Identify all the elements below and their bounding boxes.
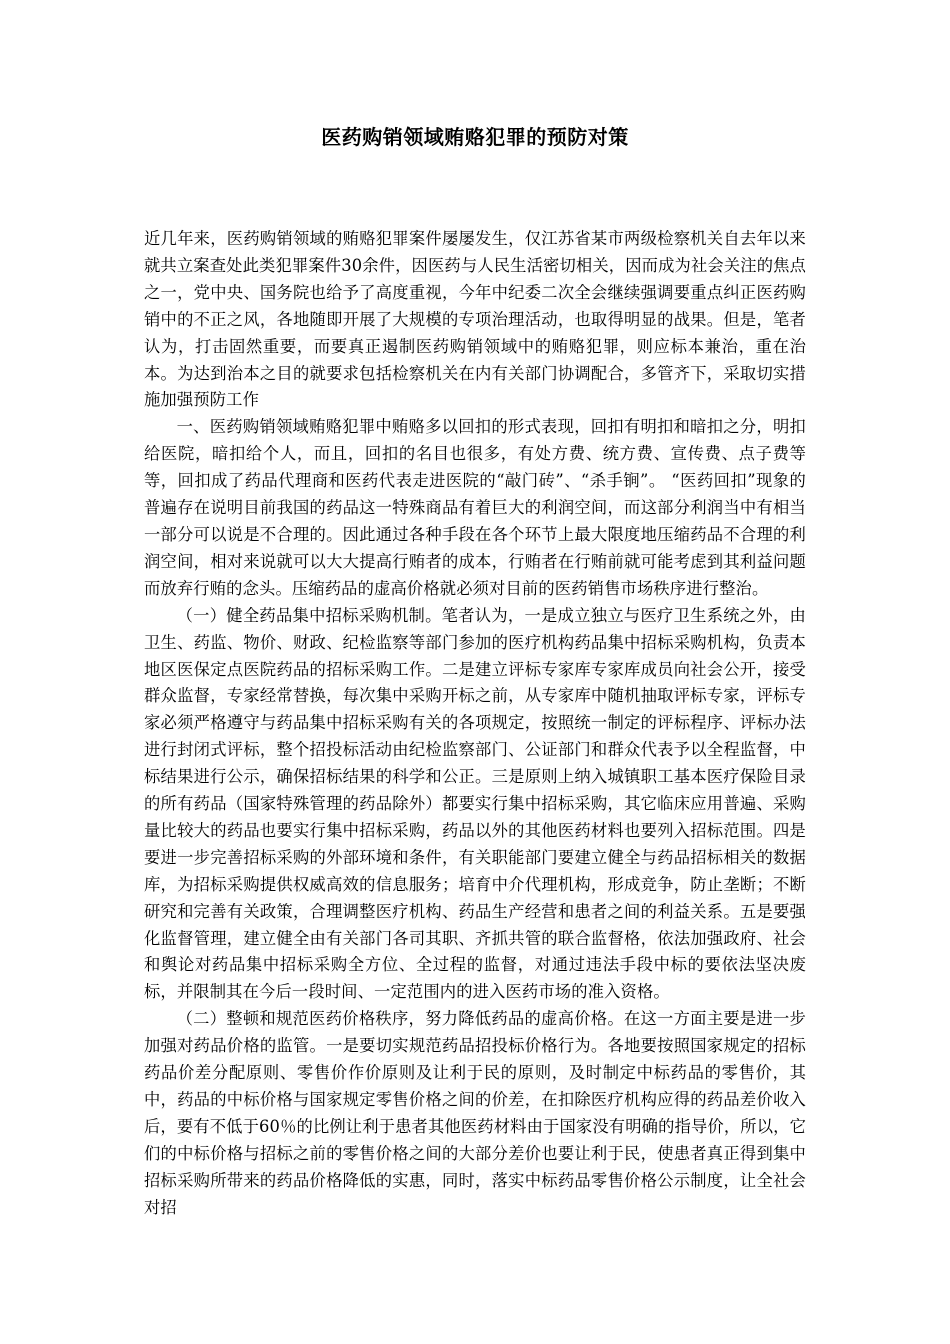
paragraph-intro: 近几年来，医药购销领域的贿赂犯罪案件屡屡发生，仅江苏省某市两级检察机关自去年以来就共立案查处此类犯罪案件30余件，因医药与人民生活密切相关，因而成为社会关注的焦点之一，党中央、国务院也给予了高度重视，今年中纪委二次全会继续强调要重点纠正医药购销中的不正之风，各地随即开展了大规模的专项治理活动，也取得明显的战果。但是，笔者认为，打击固然重要，而要真正遏制医药购销领域中的贿赂犯罪，则应标本兼治，重在治本。为达到治本之目的就要求包括检察机关在内有关部门协调配合，多管齐下，采取切实措施加强预防工作 [144, 229, 806, 410]
document-title: 医药购销领域贿赂犯罪的预防对策 [321, 125, 629, 149]
paragraph-section-1: 一、医药购销领域贿赂犯罪中贿赂多以回扣的形式表现，回扣有明扣和暗扣之分，明扣给医院，暗扣给个人，而且，回扣的名目也很多，有处方费、统方费、宣传费、点子费等等，回扣成了药品代理商和医药代表走进医院的“敲门砖”、“杀手锏”。 “医药回扣”现象的普遍存在说明目前我国的药品这一特殊商品有着巨大的利润空间，而这部分利润当中有相当一部分可以说是不合理的。因此通过各种手段在各个环节上最大限度地压缩药品不合理的利润空间，相对来说就可以大大提高行贿者的成本，行贿者在行贿前就可能考虑到其利益问题而放弃行贿的念头。压缩药品的虚高价格就必须对目前的医药销售市场秩序进行整治。 [144, 417, 806, 598]
document-body [144, 226, 806, 1222]
paragraph-subsection-2: （二）整顿和规范医药价格秩序，努力降低药品的虚高价格。在这一方面主要是进一步加强对药品价格的监管。一是要切实规范药品招投标价格行为。各地要按照国家规定的招标药品价差分配原则、零售价作价原则及让利于民的原则，及时制定中标药品的零售价，其中，药品的中标价格与国家规定零售价格之间的价差，在扣除医疗机构应得的药品差价收入后，要有不低于60％的比例让利于患者其他医药材料由于国家没有明确的指导价，所以，它们的中标价格与招标之前的零售价格之间的大部分差价也要让利于民，使患者真正得到集中招标采购所带来的药品价格降低的实惠，同时，落实中标药品零售价格公示制度，让全社会对招 [144, 1009, 806, 1217]
paragraph-subsection-1: （一）健全药品集中招标采购机制。笔者认为，一是成立独立与医疗卫生系统之外，由卫生、药监、物价、财政、纪检监察等部门参加的医疗机构药品集中招标采购机构，负责本地区医保定点医院药品的招标采购工作。二是建立评标专家库专家库成员向社会公开，接受群众监督，专家经常替换，每次集中采购开标之前，从专家库中随机抽取评标专家，评标专家必须严格遵守与药品集中招标采购有关的各项规定，按照统一制定的评标程序、评标办法进行封闭式评标，整个招投标活动由纪检监察部门、公证部门和群众代表予以全程监督，中标结果进行公示，确保招标结果的科学和公正。三是原则上纳入城镇职工基本医疗保险目录的所有药品（国家特殊管理的药品除外）都要实行集中招标采购，其它临床应用普遍、采购量比较大的药品也要实行集中招标采购，药品以外的其他医药材料也要列入招标范围。四是要进一步完善招标采购的外部环境和条件，有关职能部门要建立健全与药品招标相关的数据库，为招标采购提供权威高效的信息服务；培育中介代理机构，形成竞争，防止垄断；不断研究和完善有关政策，合理调整医疗机构、药品生产经营和患者之间的利益关系。五是要强化监督管理，建立健全由有关部门各司其职、齐抓共管的联合监督格，依法加强政府、社会和舆论对药品集中招标采购全方位、全过程的监督，对通过违法手段中标的要依法坚决废标，并限制其在今后一段时间、一定范围内的进入医药市场的准入资格。 [144, 605, 806, 1002]
